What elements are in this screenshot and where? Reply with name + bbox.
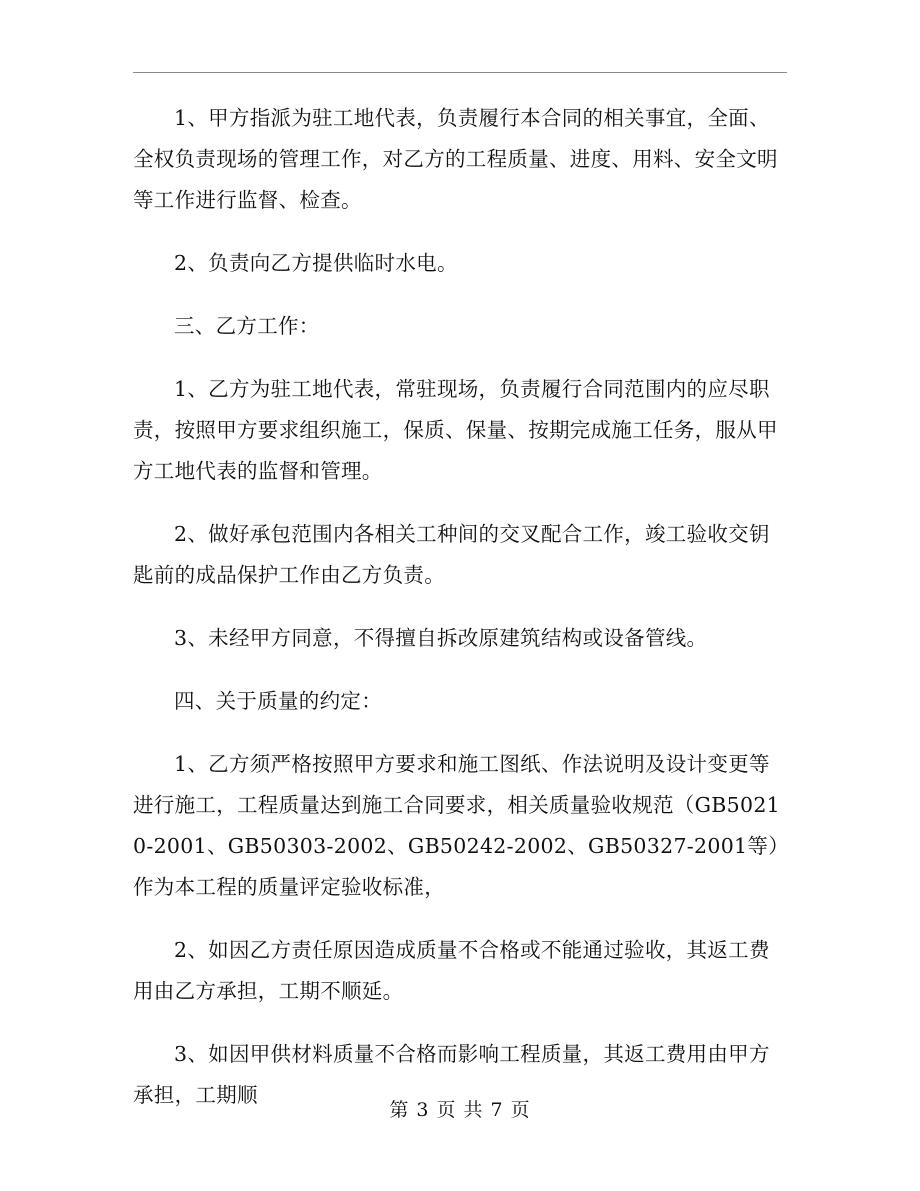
paragraph-quality-party-b-liability: 2、如因乙方责任原因造成质量不合格或不能通过验收，其返工费用由乙方承担，工期不顺延。 bbox=[133, 938, 770, 1003]
paragraph-party-b-no-alteration: 3、未经甲方同意，不得擅自拆改原建筑结构或设备管线。 bbox=[174, 626, 708, 650]
document-body bbox=[133, 98, 787, 1138]
section-heading-party-b-work: 三、乙方工作： bbox=[174, 314, 320, 338]
section-heading-quality: 四、关于质量的约定： bbox=[174, 689, 382, 713]
page-number: 第 3 页 共 7 页 bbox=[389, 1099, 531, 1121]
paragraph-party-a-representative: 1、甲方指派为驻工地代表，负责履行本合同的相关事宜，全面、全权负责现场的管理工作，对乙方的工程质量、进度、用料、安全文明等工作进行监督、检查。 bbox=[133, 106, 778, 212]
paragraph-quality-party-a-materials: 3、如因甲供材料质量不合格而影响工程质量，其返工费用由甲方承担，工期顺 bbox=[133, 1042, 770, 1107]
paragraph-party-b-coordination: 2、做好承包范围内各相关工种间的交叉配合工作，竣工验收交钥匙前的成品保护工作由乙方负责。 bbox=[133, 522, 770, 587]
paragraph-quality-standards: 1、乙方须严格按照甲方要求和施工图纸、作法说明及设计变更等进行施工，工程质量达到施工合同要求，相关质量验收规范（GB50210-2001、GB50303-2002、GB50242-2002、GB50327-2001等）作为本工程的质量评定验收标准， bbox=[133, 752, 781, 899]
header-rule bbox=[133, 72, 787, 73]
paragraph-party-b-representative: 1、乙方为驻工地代表，常驻现场，负责履行合同范围内的应尽职责，按照甲方要求组织施工，保质、保量、按期完成施工任务，服从甲方工地代表的监督和管理。 bbox=[133, 377, 778, 483]
paragraph-party-a-utilities: 2、负责向乙方提供临时水电。 bbox=[174, 251, 458, 275]
